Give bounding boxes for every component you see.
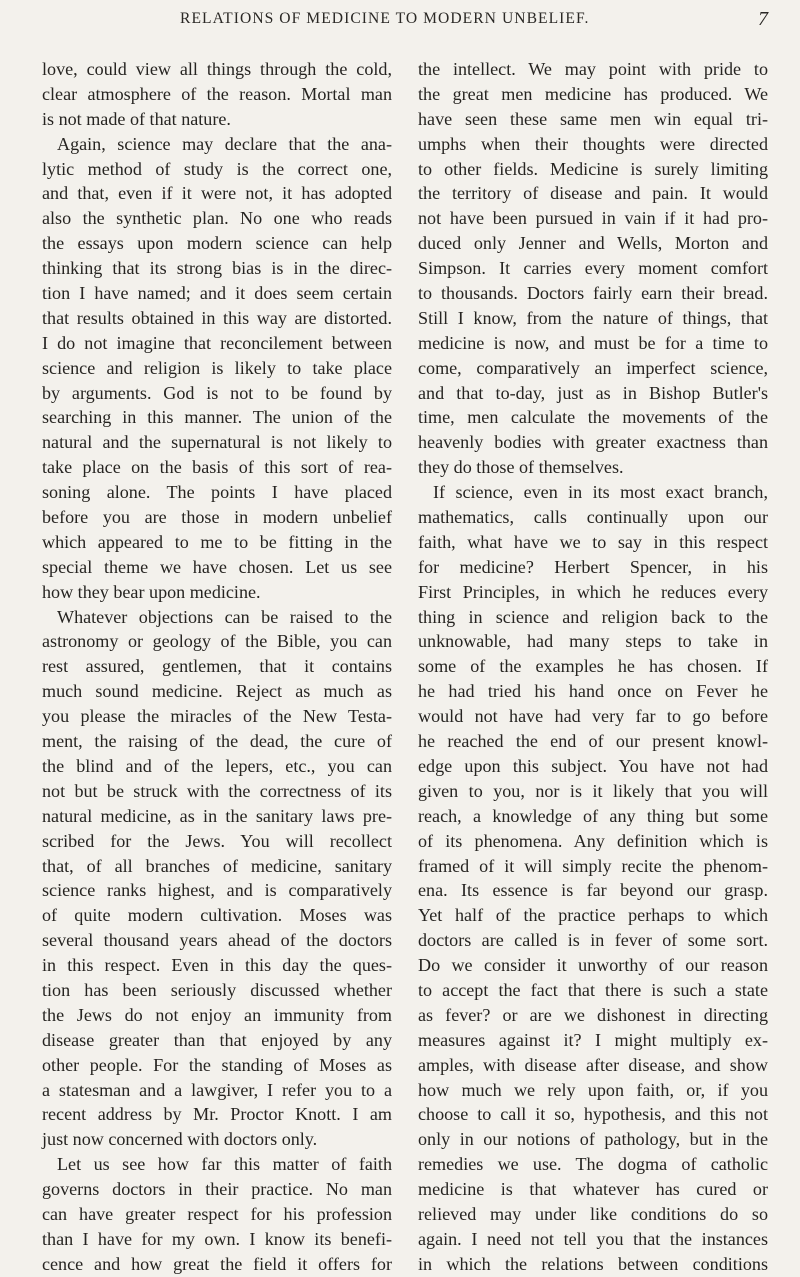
text-line: medicine is now, and must be for a time to — [418, 332, 768, 353]
text-line: Simpson. It carries every moment comfort — [418, 258, 768, 279]
text-line: edge upon this subject. You have not had — [418, 755, 768, 776]
text-line: only in our notions of pathology, but in the — [418, 1129, 768, 1150]
text-line: the great men medicine has produced. We — [418, 83, 768, 104]
text-line: framed of it will simply recite the phenom- — [418, 855, 768, 876]
text-line: he had tried his hand once on Fever he — [418, 681, 768, 702]
text-line: also the synthetic plan. No one who reads — [42, 208, 392, 229]
text-line: tion has been seriously discussed whether — [42, 979, 392, 1000]
text-line: than I have for my own. I know its benefi- — [42, 1228, 392, 1249]
text-line: the intellect. We may point with pride to — [418, 59, 768, 79]
text-line: he reached the end of our present knowl- — [418, 731, 768, 752]
text-line: to thousands. Doctors fairly earn their bread. — [418, 283, 768, 304]
text-line: If science, even in its most exact branch, — [433, 482, 768, 503]
text-line: relieved may under like conditions do so — [418, 1203, 768, 1224]
text-line: amples, with disease after disease, and show — [418, 1054, 768, 1075]
text-line: for medicine? Herbert Spencer, in his — [418, 556, 768, 577]
text-line: soning alone. The points I have placed — [42, 482, 392, 503]
text-line: they do those of themselves. — [418, 457, 624, 478]
text-line: Do we consider it unworthy of our reason — [418, 955, 768, 976]
text-line: mathematics, calls continually upon our — [418, 507, 768, 528]
text-line: Whatever objections can be raised to the — [57, 606, 392, 627]
text-line: Again, science may declare that the ana- — [57, 133, 392, 154]
text-line: thinking that its strong bias is in the direc- — [42, 258, 392, 279]
left-column — [42, 57, 392, 1277]
text-line: disease greater than that enjoyed by any — [42, 1029, 392, 1050]
text-line: science ranks highest, and is comparatively — [42, 880, 392, 901]
text-line: special theme we have chosen. Let us see — [42, 556, 392, 577]
text-line: time, men calculate the movements of the — [418, 407, 768, 428]
text-line: the blind and of the lepers, etc., you can — [42, 755, 392, 776]
page-number: 7 — [758, 8, 768, 30]
text-line: governs doctors in their practice. No man — [42, 1179, 392, 1200]
text-line: unknowable, had many steps to take in — [418, 631, 768, 652]
text-line: how they bear upon medicine. — [42, 581, 261, 602]
text-line: that, of all branches of medicine, sanitary — [42, 855, 392, 876]
text-line: the essays upon modern science can help — [42, 233, 392, 254]
text-line: not but be struck with the correctness of its — [42, 780, 392, 801]
text-line: other people. For the standing of Moses as — [42, 1054, 392, 1075]
text-line: much sound medicine. Reject as much as — [42, 681, 392, 702]
text-line: and that to-day, just as in Bishop Butler's — [418, 382, 768, 403]
text-line: have seen these same men win equal tri- — [418, 108, 768, 129]
text-line: choose to call it so, hypothesis, and this not — [418, 1104, 768, 1125]
text-line: science and religion is likely to take place — [42, 357, 392, 378]
text-line: Let us see how far this matter of faith — [57, 1154, 392, 1175]
text-line: of its phenomena. Any definition which is — [418, 830, 768, 851]
text-line: some of the examples he has chosen. If — [418, 656, 768, 677]
text-line: as fever? or are we dishonest in directing — [418, 1004, 768, 1025]
text-line: thing in science and religion back to the — [418, 606, 768, 627]
text-line: Yet half of the practice perhaps to which — [418, 905, 768, 926]
text-line: recent address by Mr. Proctor Knott. I am — [42, 1104, 392, 1125]
text-line: in which the relations between conditions — [418, 1253, 768, 1274]
text-line: measures against it? I might multiply ex- — [418, 1029, 768, 1050]
text-line: ena. Its essence is far beyond our grasp. — [418, 880, 768, 901]
text-line: Still I know, from the nature of things, that — [418, 307, 768, 328]
text-line: a statesman and a lawgiver, I refer you to a — [42, 1079, 392, 1100]
text-line: how much we rely upon faith, or, if you — [418, 1079, 768, 1100]
text-line: which appeared to me to be fitting in the — [42, 531, 392, 552]
text-line: can have greater respect for his profession — [42, 1203, 392, 1224]
text-line: doctors are called is in fever of some sort. — [418, 930, 768, 951]
text-line: umphs when their thoughts were directed — [418, 133, 768, 154]
right-column — [418, 57, 768, 1277]
text-line: that results obtained in this way are distorted. — [42, 307, 392, 328]
text-line: faith, what have we to say in this respect — [418, 531, 768, 552]
text-line: not have been pursued in vain if it had pro- — [418, 208, 768, 229]
text-line: lytic method of study is the correct one, — [42, 158, 392, 179]
text-line: the territory of disease and pain. It would — [418, 183, 768, 204]
text-line: love, could view all things through the cold, — [42, 59, 392, 79]
page-header — [0, 8, 800, 34]
text-line: tion I have named; and it does seem certain — [42, 283, 392, 304]
text-line: rest assured, gentlemen, that it contains — [42, 656, 392, 677]
text-line: and that, even if it were not, it has adopted — [42, 183, 392, 204]
text-line: I do not imagine that reconcilement between — [42, 332, 392, 353]
text-line: by arguments. God is not to be found by — [42, 382, 392, 403]
text-line: ment, the raising of the dead, the cure of — [42, 731, 392, 752]
text-line: to other fields. Medicine is surely limiting — [418, 158, 768, 179]
text-line: First Principles, in which he reduces every — [418, 581, 768, 602]
text-line: of quite modern cultivation. Moses was — [42, 905, 392, 926]
text-line: just now concerned with doctors only. — [42, 1129, 318, 1150]
text-line: natural medicine, as in the sanitary laws pre- — [42, 805, 392, 826]
text-line: remedies we use. The dogma of catholic — [418, 1154, 768, 1175]
text-line: take place on the basis of this sort of rea- — [42, 457, 392, 478]
text-line: reach, a knowledge of any thing but some — [418, 805, 768, 826]
text-line: again. I need not tell you that the instances — [418, 1228, 768, 1249]
text-line: in this respect. Even in this day the ques- — [42, 955, 392, 976]
text-line: come, comparatively an imperfect science, — [418, 357, 768, 378]
text-line: you please the miracles of the New Testa- — [42, 706, 392, 727]
text-line: medicine is that whatever has cured or — [418, 1179, 768, 1200]
text-line: heavenly bodies with greater exactness than — [418, 432, 768, 453]
text-line: several thousand years ahead of the doctors — [42, 930, 392, 951]
text-line: duced only Jenner and Wells, Morton and — [418, 233, 768, 254]
text-line: astronomy or geology of the Bible, you can — [42, 631, 392, 652]
text-line: cence and how great the field it offers for — [42, 1253, 392, 1274]
text-line: searching in this manner. The union of the — [42, 407, 392, 428]
running-head: RELATIONS OF MEDICINE TO MODERN UNBELIEF. — [180, 10, 590, 27]
text-line: would not have had very far to go before — [418, 706, 768, 727]
text-line: is not made of that nature. — [42, 108, 231, 129]
text-line: to accept the fact that there is such a state — [418, 979, 768, 1000]
text-line: the Jews do not enjoy an immunity from — [42, 1004, 392, 1025]
text-line: scribed for the Jews. You will recollect — [42, 830, 392, 851]
text-line: natural and the supernatural is not likely to — [42, 432, 392, 453]
text-line: clear atmosphere of the reason. Mortal man — [42, 83, 392, 104]
text-line: before you are those in modern unbelief — [42, 507, 392, 528]
text-line: given to you, nor is it likely that you will — [418, 780, 768, 801]
